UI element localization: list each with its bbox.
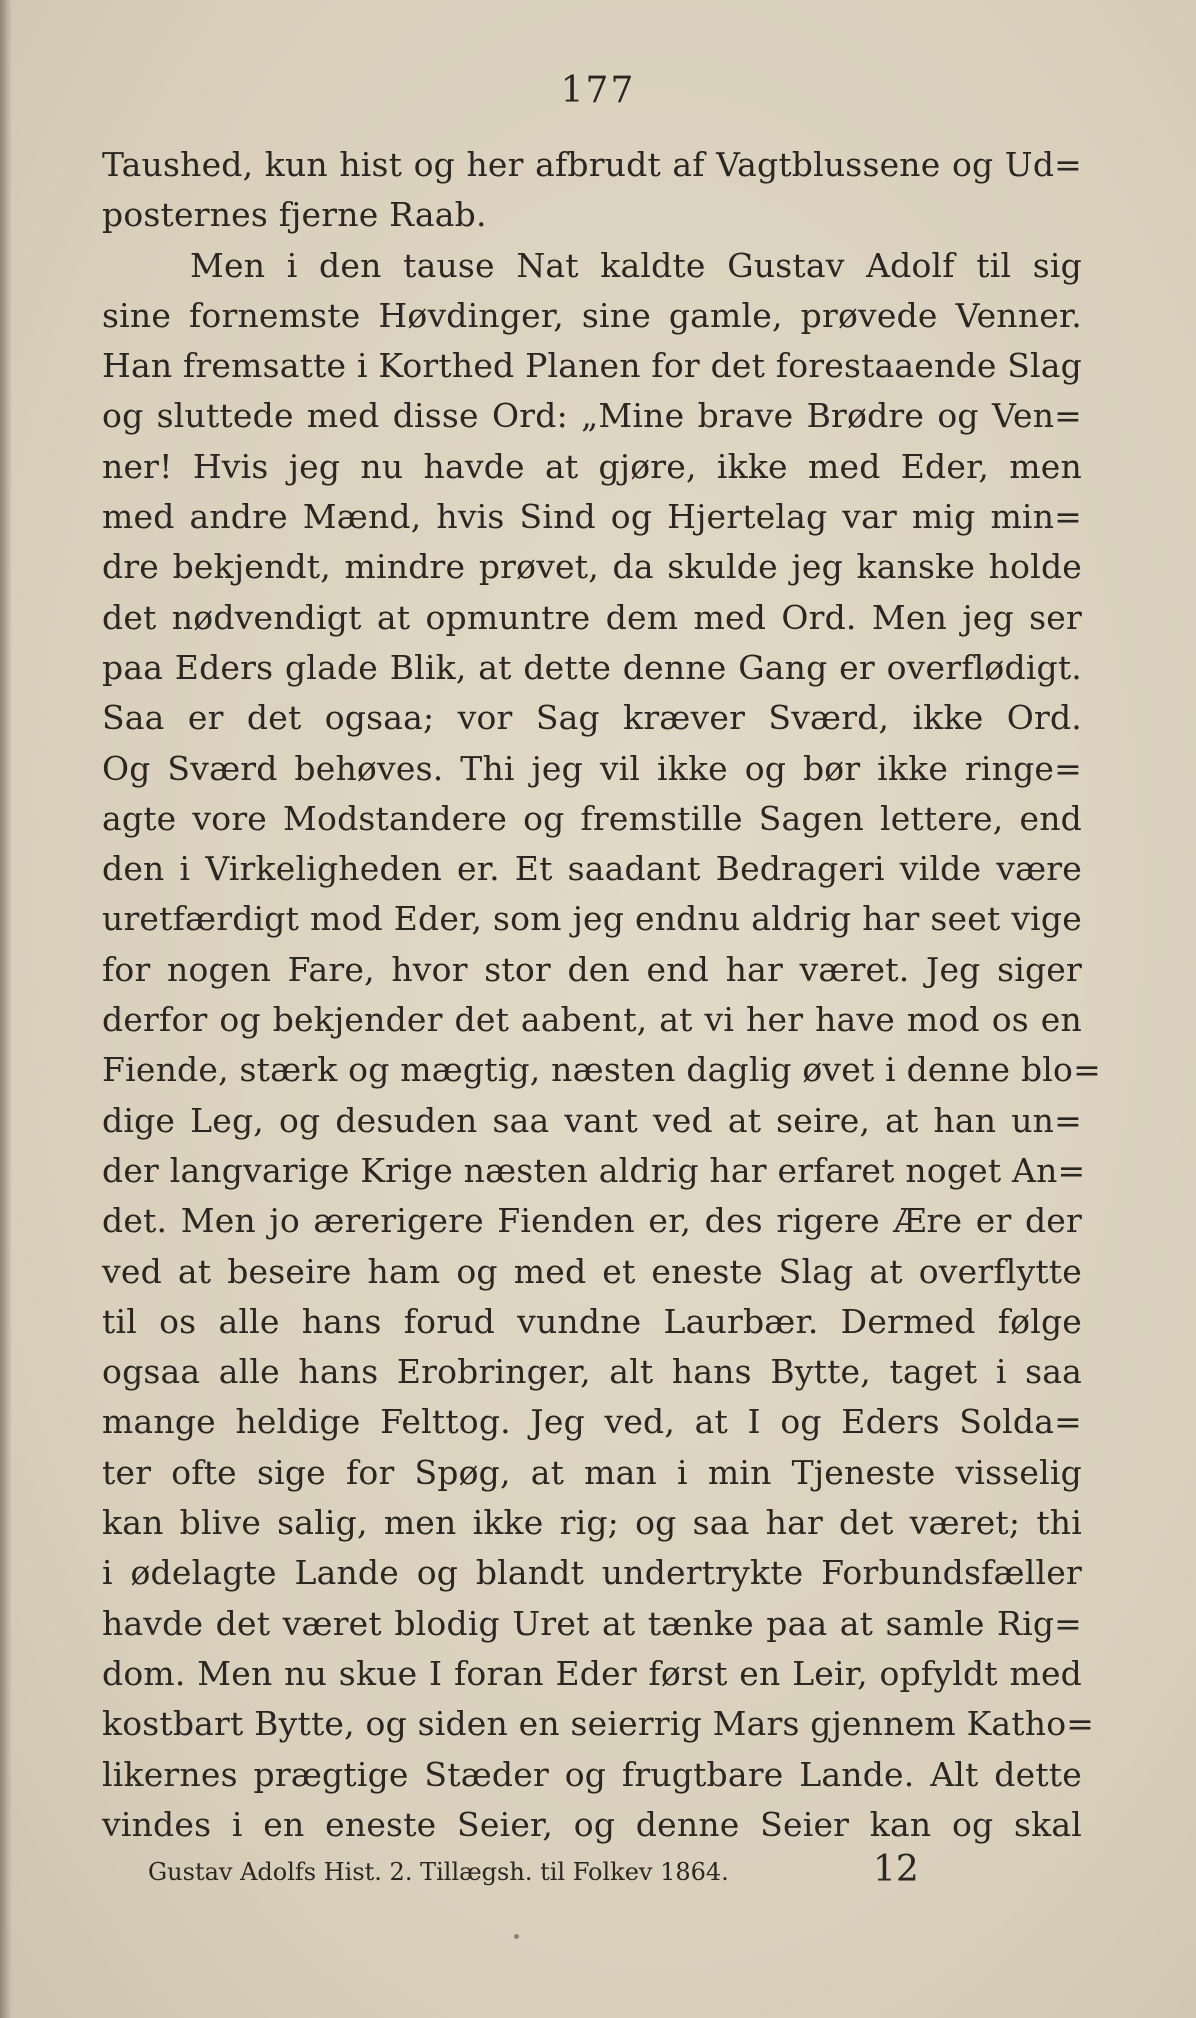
text-line: uretfærdigt mod Eder, som jeg endnu aldrig har seet vige xyxy=(102,899,1082,939)
text-line: ogsaa alle hans Erobringer, alt hans Bytte, taget i saa xyxy=(102,1352,1082,1392)
text-line: i ødelagte Lande og blandt undertrykte Forbundsfæller xyxy=(102,1553,1082,1593)
text-line: paa Eders glade Blik, at dette denne Gang er overflødigt. xyxy=(102,647,1082,687)
text-line: ner! Hvis jeg nu havde at gjøre, ikke med Eder, men xyxy=(102,446,1082,486)
text-line: vindes i en eneste Seier, og denne Seier kan og skal xyxy=(102,1804,1082,1844)
text-line: Han fremsatte i Korthed Planen for det forestaaende Slag xyxy=(102,346,1082,386)
page-binding-edge xyxy=(0,0,12,2018)
text-line: det nødvendigt at opmuntre dem med Ord. Men jeg ser xyxy=(102,597,1082,637)
text-line: Saa er det ogsaa; vor Sag kræver Sværd, ikke Ord. xyxy=(102,698,1082,738)
footer-note: Gustav Adolfs Hist. 2. Tillægsh. til Folkev 1864. xyxy=(148,1858,729,1886)
signature-number: 12 xyxy=(873,1849,919,1890)
text-line: mange heldige Felttog. Jeg ved, at I og Eders Solda= xyxy=(102,1402,1082,1442)
text-line: kostbart Bytte, og siden en seierrig Mars gjennem Katho= xyxy=(102,1704,1095,1744)
text-line: Men i den tause Nat kaldte Gustav Adolf til sig xyxy=(190,245,1082,285)
text-line: derfor og bekjender det aabent, at vi her have mod os en xyxy=(102,1000,1082,1040)
text-line: og sluttede med disse Ord: „Mine brave Brødre og Ven= xyxy=(102,396,1082,436)
text-line: for nogen Fare, hvor stor den end har været. Jeg siger xyxy=(102,949,1082,989)
text-line: Og Sværd behøves. Thi jeg vil ikke og bør ikke ringe= xyxy=(102,748,1082,788)
text-line: agte vore Modstandere og fremstille Sagen lettere, end xyxy=(102,798,1082,838)
text-line: dom. Men nu skue I foran Eder først en Leir, opfyldt med xyxy=(102,1653,1082,1693)
text-line: Fiende, stærk og mægtig, næsten daglig øvet i denne blo= xyxy=(102,1050,1101,1090)
text-line: Taushed, kun hist og her afbrudt af Vagtblussene og Ud= xyxy=(102,145,1082,184)
text-line: ter ofte sige for Spøg, at man i min Tjeneste visselig xyxy=(102,1452,1082,1492)
text-line: posternes fjerne Raab. xyxy=(102,195,487,235)
page-number: 177 xyxy=(560,70,636,111)
body-text xyxy=(102,140,1101,1850)
text-line: sine fornemste Høvdinger, sine gamle, prøvede Venner. xyxy=(102,295,1082,335)
text-line: likernes prægtige Stæder og frugtbare Lande. Alt dette xyxy=(102,1754,1082,1794)
paper-speck xyxy=(514,1934,519,1939)
text-line: det. Men jo ærerigere Fienden er, des rigere Ære er der xyxy=(102,1201,1082,1241)
text-line: ved at beseire ham og med et eneste Slag at overflytte xyxy=(102,1251,1082,1291)
text-line: dre bekjendt, mindre prøvet, da skulde jeg kanske holde xyxy=(102,547,1082,587)
text-line: kan blive salig, men ikke rig; og saa har det været; thi xyxy=(102,1503,1082,1543)
text-line: der langvarige Krige næsten aldrig har erfaret noget An= xyxy=(102,1150,1086,1190)
text-line: den i Virkeligheden er. Et saadant Bedrageri vilde være xyxy=(102,849,1082,889)
text-line: til os alle hans forud vundne Laurbær. Dermed følge xyxy=(102,1301,1082,1341)
text-line: med andre Mænd, hvis Sind og Hjertelag var mig min= xyxy=(102,497,1082,537)
text-line: havde det været blodig Uret at tænke paa at samle Rig= xyxy=(102,1603,1082,1643)
text-line: dige Leg, og desuden saa vant ved at seire, at han un= xyxy=(102,1100,1082,1140)
